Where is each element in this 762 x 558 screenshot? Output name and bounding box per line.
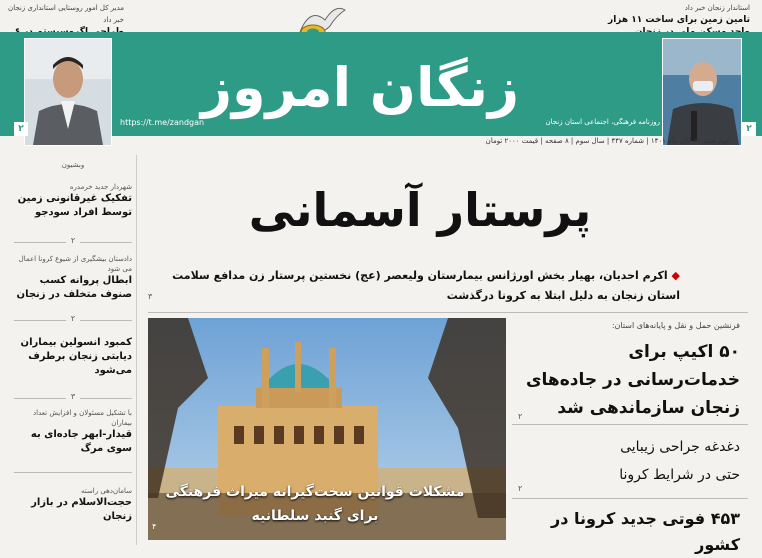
telegram-url[interactable]: https://t.me/zandgan bbox=[120, 118, 205, 127]
story2-line-2: حتی در شرایط کرونا bbox=[619, 467, 740, 483]
list-item-page: ۳ bbox=[66, 392, 80, 401]
list-item[interactable] bbox=[14, 182, 132, 220]
story3-headline[interactable]: ۴۵۳ فوتی جدید کرونا در کشور bbox=[551, 509, 740, 554]
story2-line-1: دغدغه جراحی زیبایی bbox=[620, 439, 740, 455]
left-column bbox=[14, 150, 132, 545]
bullet-icon: ◆ bbox=[667, 269, 680, 282]
list-item-kicker: با تشکیل مسئولان و افزایش تعداد بیماران bbox=[33, 409, 132, 427]
list-item-headline: تفکیک غیرقانونی زمین توسط افراد سودجو bbox=[17, 193, 132, 218]
main-lead bbox=[160, 266, 680, 306]
list-item-kicker: دادستان بیشگیری از شیوع کرونا اعمال می شود bbox=[18, 255, 132, 273]
main-lead-text: اکرم احدیان، بهیار بخش اورژانس بیمارستان ولیعصر (عج) نخستین پرستار زن مدافع سلامت استان زنجان به دلیل ابتلا به کرونا درگذشت bbox=[172, 269, 680, 302]
list-item-page: ۲ bbox=[66, 314, 80, 323]
top-left-kicker: مدیر کل امور روستایی استانداری زنجان خبر داد bbox=[8, 4, 124, 24]
story1-kicker: فرنشین حمل و نقل و پایانه‌های استان: bbox=[611, 321, 740, 330]
story1-page: ۲ bbox=[518, 412, 523, 421]
issue-info: چهارشنبه ۲۱ آبان ماه ۱۴۰۱ | شماره ۴۴۷ | سال سوم | ۸ صفحه | قیمت ۲۰۰۰ تومان bbox=[485, 137, 730, 145]
list-item-headline: قیدار-ابهر جاده‌ای به سوی مرگ bbox=[30, 429, 132, 454]
top-right-headline-1: تامین زمین برای ساخت ۱۱ هزار bbox=[608, 15, 750, 25]
masthead-subtitle: روزنامه فرهنگی، اجتماعی استان زنجان bbox=[545, 118, 660, 126]
newspaper-title: زنگان امروز bbox=[200, 56, 520, 119]
main-story-page: ۳ bbox=[148, 292, 153, 301]
photo-page: ۴ bbox=[152, 522, 157, 531]
portrait-photo-left bbox=[24, 38, 112, 146]
story2-page: ۲ bbox=[518, 484, 523, 493]
main-headline[interactable]: پرستار آسمانی bbox=[248, 183, 592, 237]
list-item-kicker: سامان‌دهی راسته bbox=[81, 487, 132, 495]
portrait-photo-right bbox=[662, 38, 742, 146]
list-item[interactable] bbox=[14, 254, 132, 302]
left-top-label: وبشیون bbox=[61, 161, 85, 169]
masthead bbox=[0, 32, 762, 136]
list-item[interactable] bbox=[14, 336, 132, 378]
photo-caption bbox=[150, 480, 480, 528]
story2-headline[interactable] bbox=[512, 433, 740, 489]
top-right-kicker: استاندار زنجان خبر داد bbox=[684, 4, 750, 12]
photo-caption-line-2: برای گنبد سلطانیه bbox=[251, 508, 379, 524]
list-item-headline: کمبود انسولین بیماران دیابتی زنجان برطرف می‌شود bbox=[20, 337, 132, 376]
photo-caption-line-1: مشکلات قوانین سخت‌گیرانه میراث فرهنگی bbox=[165, 484, 465, 500]
page-number-left: ۲ bbox=[14, 122, 28, 136]
list-item[interactable] bbox=[14, 408, 132, 456]
list-item-headline: حجت‌الاسلام در بازار زنجان bbox=[31, 497, 132, 522]
list-item[interactable] bbox=[14, 486, 132, 524]
story1-headline[interactable]: ۵۰ اکیپ برای خدمات‌رسانی در جاده‌های زنجان سازماندهی شد bbox=[525, 342, 740, 418]
list-item-page: ۲ bbox=[66, 236, 80, 245]
list-item-kicker: شهردار جدید خرمدره bbox=[69, 183, 132, 191]
list-item-headline: ابطال پروانه کسب صنوف متخلف در زنجان bbox=[16, 275, 132, 300]
page-number-right: ۲ bbox=[742, 122, 756, 136]
